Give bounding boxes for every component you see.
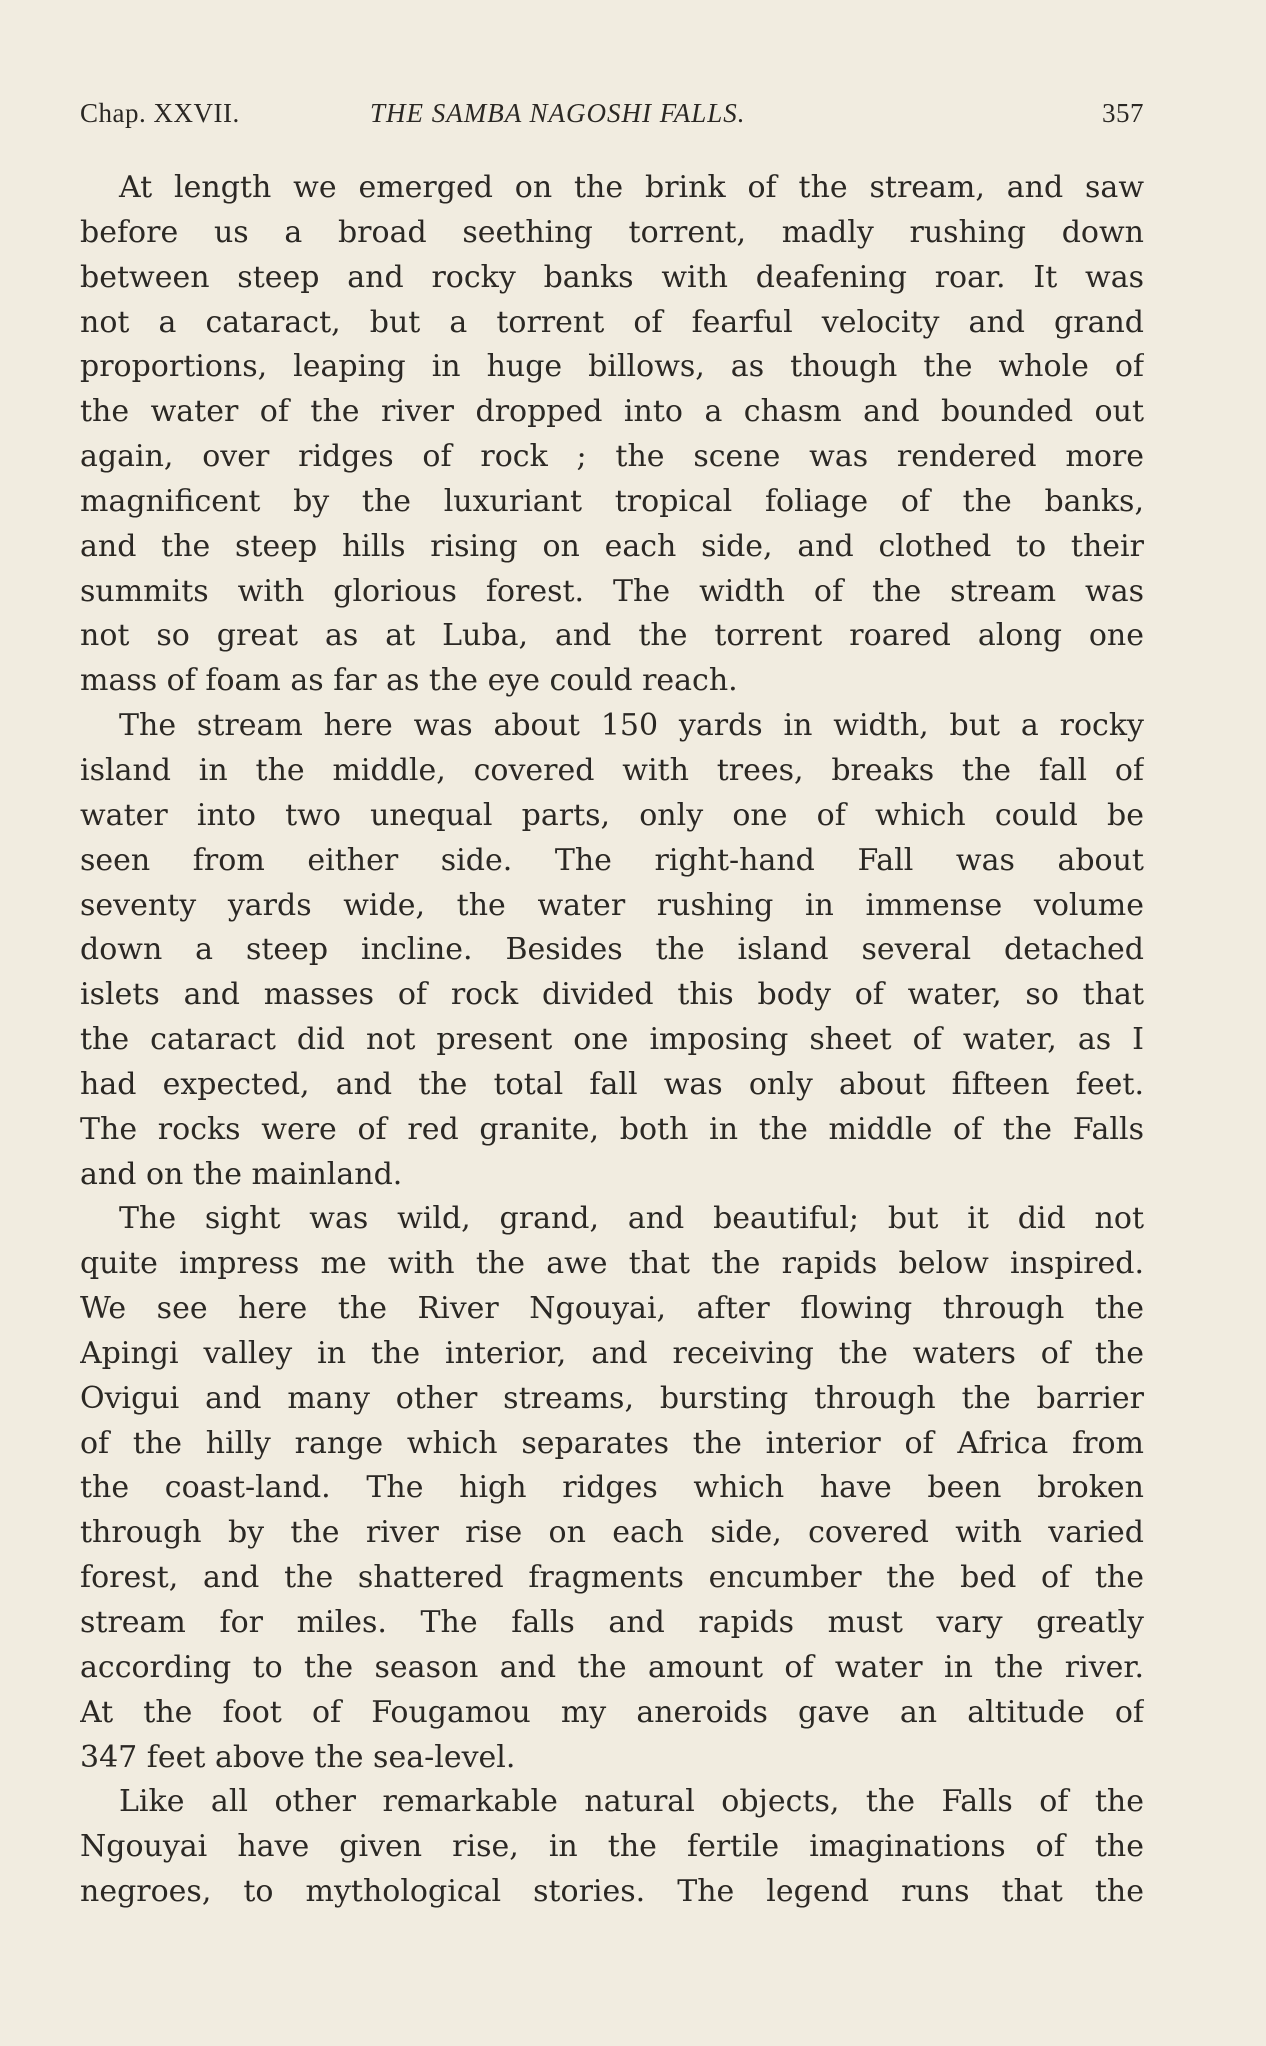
text-line: water into two unequal parts, only one of which could be xyxy=(80,797,1144,833)
text-line: summits with glorious forest. The width of the stream was xyxy=(80,573,1144,609)
text-line: of the hilly range which separates the interior of Africa from xyxy=(80,1425,1144,1461)
text-line: Apingi valley in the interior, and receiving the waters of the xyxy=(80,1335,1144,1371)
text-line: not a cataract, but a torrent of fearful velocity and grand xyxy=(80,304,1144,340)
text-line: The rocks were of red granite, both in the middle of the Falls xyxy=(80,1111,1144,1147)
text-line: the water of the river dropped into a chasm and bounded out xyxy=(80,394,1144,430)
text-line: forest, and the shattered fragments encumber the bed of the xyxy=(80,1560,1144,1596)
text-line: magnificent by the luxuriant tropical foliage of the banks, xyxy=(80,483,1144,519)
text-line: again, over ridges of rock ; the scene was rendered more xyxy=(80,439,1144,475)
text-line: The sight was wild, grand, and beautiful; but it did not xyxy=(119,1201,1144,1237)
text-line: through by the river rise on each side, covered with varied xyxy=(80,1515,1144,1551)
text-line: Ngouyai have given rise, in the fertile imaginations of the xyxy=(80,1829,1144,1865)
text-line: before us a broad seething torrent, madly rushing down xyxy=(80,214,1144,250)
text-line: island in the middle, covered with trees, breaks the fall of xyxy=(80,752,1144,788)
page-number: 357 xyxy=(1102,98,1144,128)
body-text xyxy=(80,166,1144,1915)
text-line: and on the mainland. xyxy=(80,1156,403,1192)
text-line: between steep and rocky banks with deafening roar. It was xyxy=(80,259,1144,295)
text-line: the cataract did not present one imposing sheet of water, as I xyxy=(80,1022,1144,1058)
text-line: Ovigui and many other streams, bursting through the barrier xyxy=(80,1380,1144,1416)
text-line: proportions, leaping in huge billows, as though the whole of xyxy=(80,349,1144,385)
text-line: We see here the River Ngouyai, after flowing through the xyxy=(80,1291,1144,1327)
text-line: seen from either side. The right-hand Fall was about xyxy=(80,842,1144,878)
text-line: islets and masses of rock divided this body of water, so that xyxy=(80,977,1144,1013)
text-line: quite impress me with the awe that the rapids below inspired. xyxy=(80,1246,1144,1282)
text-line: At length we emerged on the brink of the stream, and saw xyxy=(119,170,1144,205)
text-line: down a steep incline. Besides the island several detached xyxy=(80,932,1144,968)
text-line: At the foot of Fougamou my aneroids gave an altitude of xyxy=(80,1694,1144,1730)
text-line: according to the season and the amount of water in the river. xyxy=(80,1649,1144,1685)
text-line: 347 feet above the sea-level. xyxy=(80,1739,516,1775)
text-line: mass of foam as far as the eye could reach. xyxy=(80,663,738,699)
text-line: not so great as at Luba, and the torrent roared along one xyxy=(80,618,1144,654)
text-line: had expected, and the total fall was only about fifteen feet. xyxy=(80,1066,1144,1102)
text-line: the coast-land. The high ridges which have been broken xyxy=(80,1470,1144,1506)
text-line: and the steep hills rising on each side, and clothed to their xyxy=(80,528,1144,564)
text-line: stream for miles. The falls and rapids must vary greatly xyxy=(80,1605,1144,1640)
text-line: Like all other remarkable natural objects, the Falls of the xyxy=(119,1784,1144,1820)
page-title: THE SAMBA NAGOSHI FALLS. xyxy=(370,98,746,128)
running-head xyxy=(80,98,1144,134)
text-line: The stream here was about 150 yards in width, but a rocky xyxy=(119,708,1144,744)
text-line: seventy yards wide, the water rushing in immense volume xyxy=(80,887,1144,923)
text-line: negroes, to mythological stories. The legend runs that the xyxy=(80,1874,1144,1910)
chapter-label: Chap. XXVII. xyxy=(80,98,240,128)
